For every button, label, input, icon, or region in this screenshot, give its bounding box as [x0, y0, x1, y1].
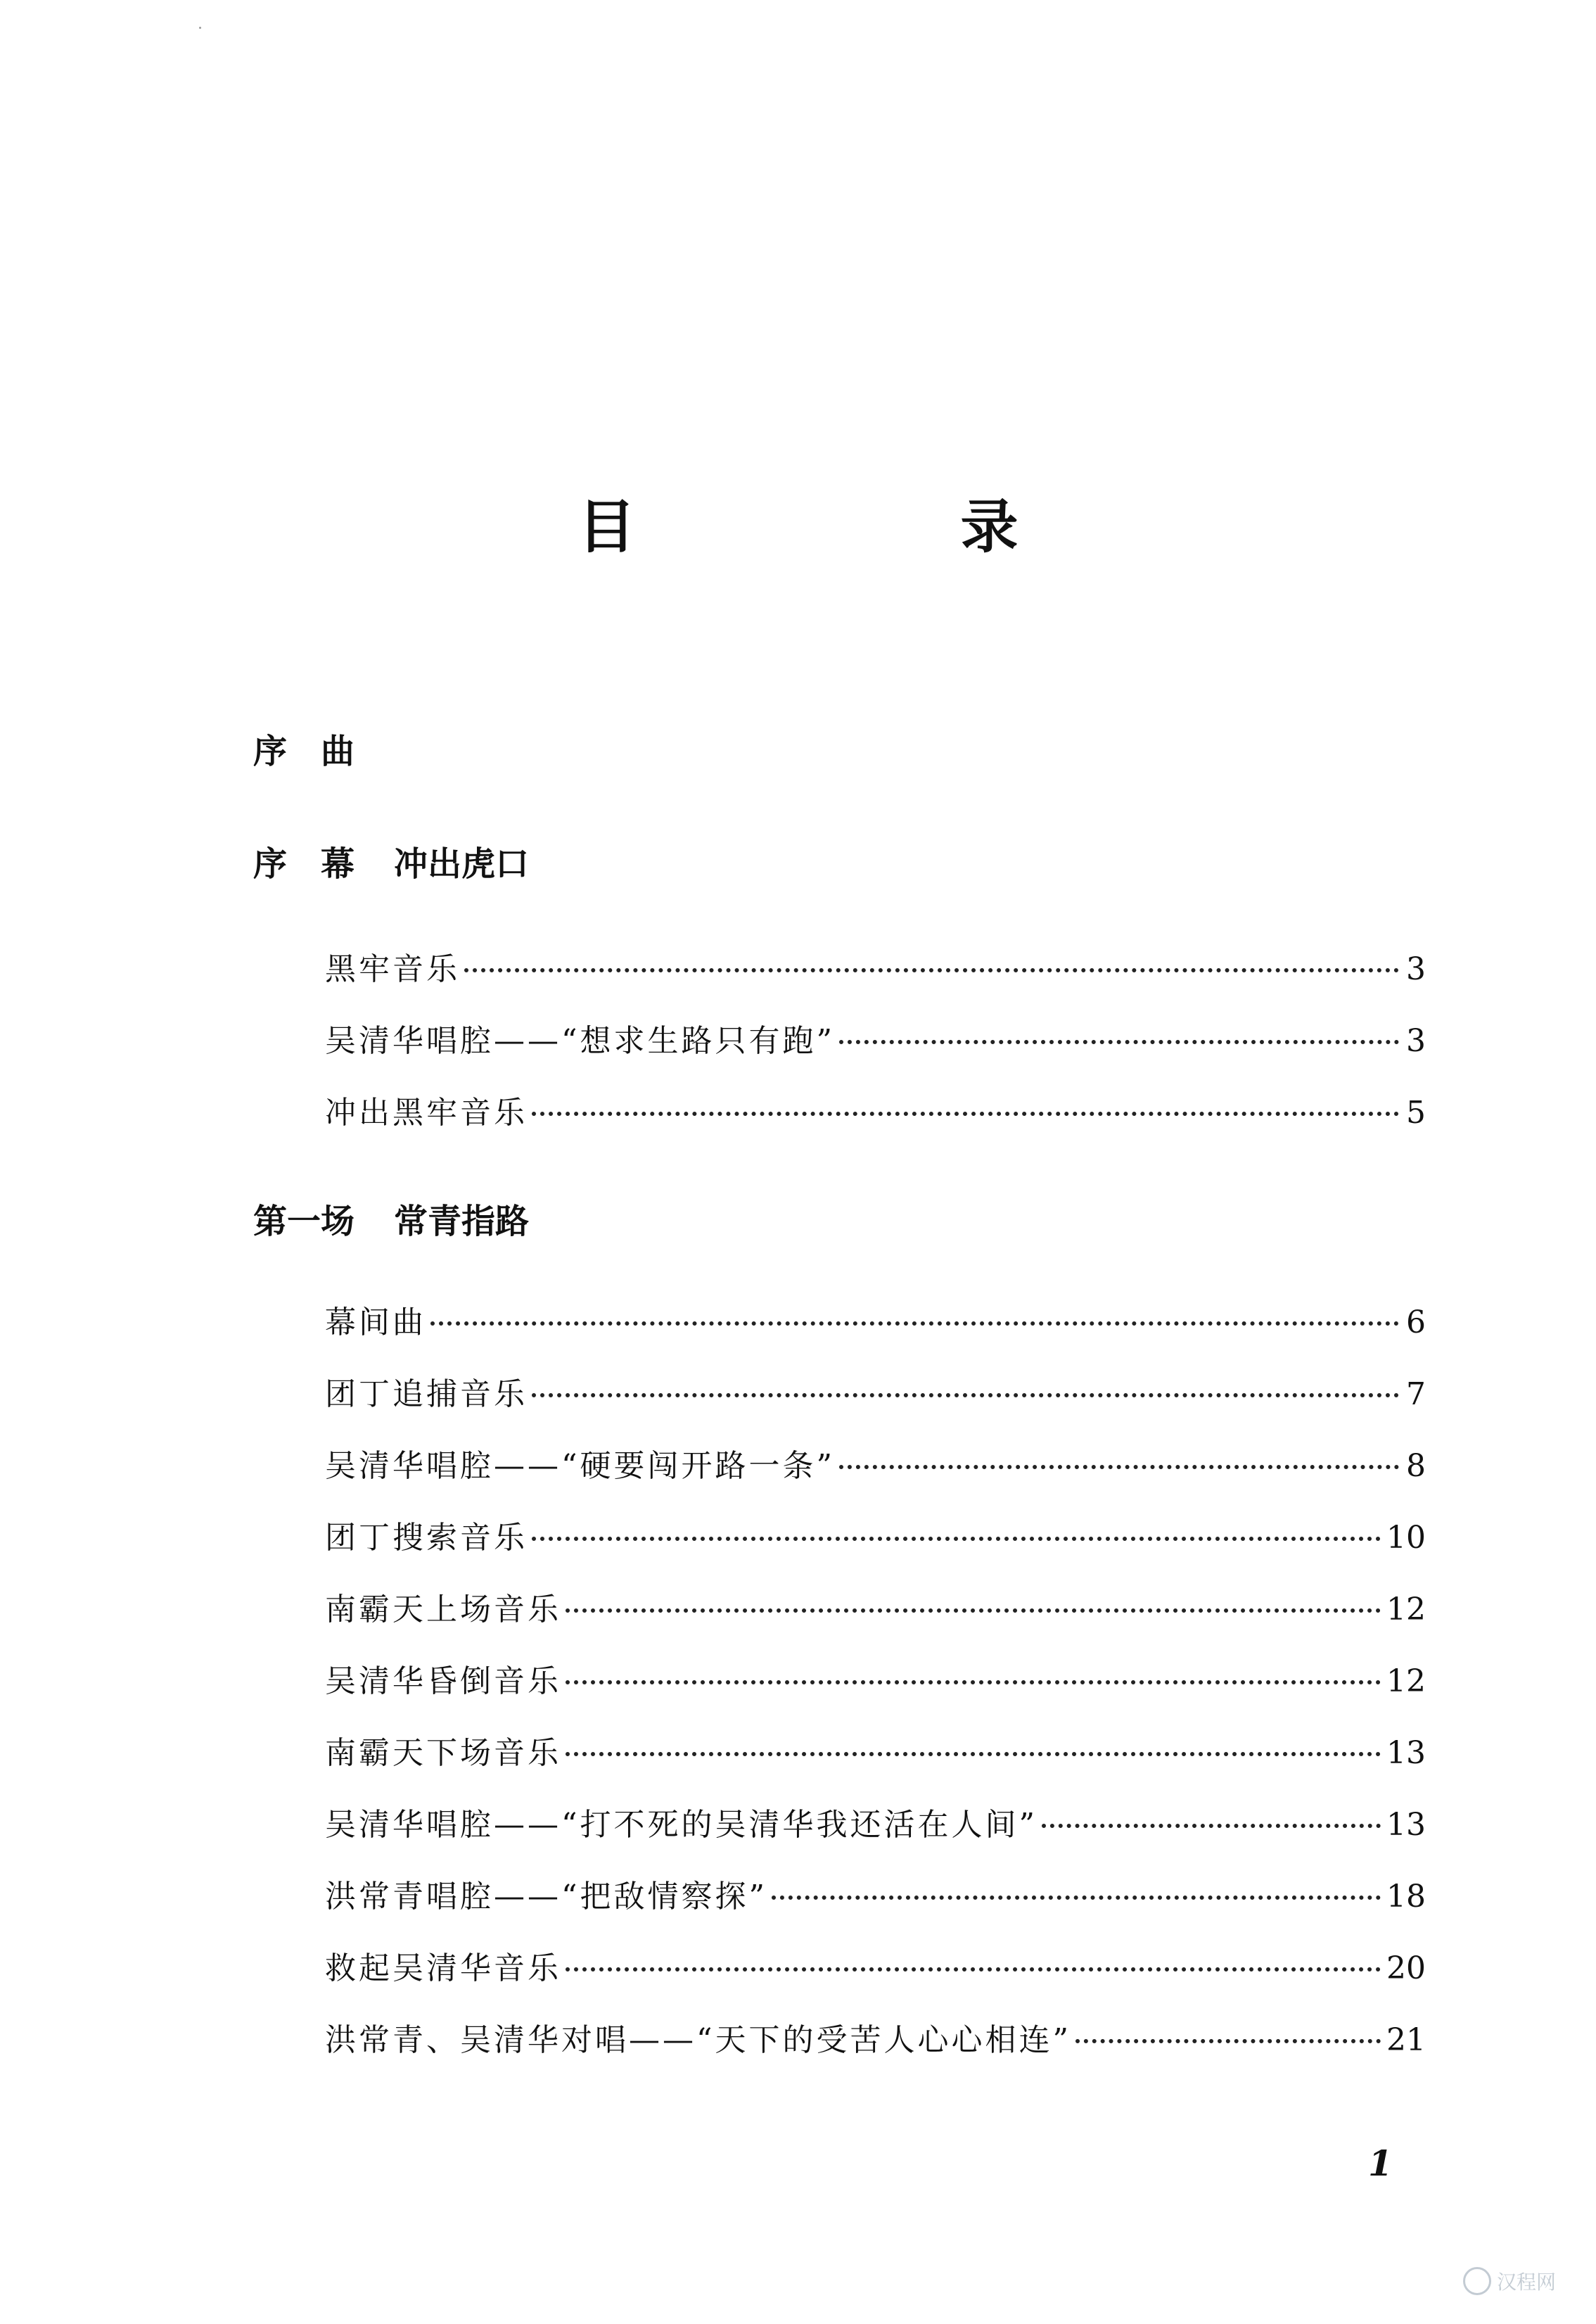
- toc-list-prologue: [325, 948, 1426, 1164]
- dot-leader: [839, 1040, 1399, 1044]
- section-heading-prelude[interactable]: [253, 730, 355, 773]
- dot-leader: [566, 1752, 1381, 1756]
- entry-page-number: 3: [1406, 951, 1426, 987]
- section-subtitle: 常青指路: [394, 1202, 530, 1241]
- toc-entry[interactable]: [325, 1589, 1426, 1661]
- entry-title: 吴清华昏倒音乐: [325, 1663, 561, 1699]
- entry-page-number: 12: [1386, 1592, 1426, 1627]
- dot-leader: [839, 1465, 1399, 1469]
- entry-page-number: 20: [1386, 1950, 1426, 1986]
- dot-leader: [1075, 2039, 1381, 2043]
- toc-entry[interactable]: [325, 1517, 1426, 1589]
- entry-page-number: 21: [1386, 2022, 1426, 2058]
- entry-title: 南霸天上场音乐: [325, 1592, 561, 1627]
- dot-leader: [532, 1112, 1399, 1116]
- entry-title: 南霸天下场音乐: [325, 1735, 561, 1771]
- toc-entry[interactable]: [325, 1373, 1426, 1445]
- entry-page-number: 13: [1386, 1735, 1426, 1771]
- toc-entry[interactable]: [325, 1948, 1426, 2019]
- dot-leader: [532, 1537, 1381, 1541]
- watermark-logo-icon: [1463, 2267, 1491, 2295]
- dot-leader: [566, 1680, 1381, 1684]
- entry-title: 洪常青唱腔——“把敌情察探”: [325, 1879, 767, 1915]
- toc-entry[interactable]: [325, 1302, 1426, 1373]
- entry-page-number: 5: [1406, 1095, 1426, 1131]
- section-heading-scene-one[interactable]: [253, 1200, 529, 1243]
- entry-title: 吴清华唱腔——“打不死的吴清华我还活在人间”: [325, 1807, 1038, 1843]
- scan-speck: [199, 27, 201, 29]
- toc-entry[interactable]: [325, 2019, 1426, 2091]
- entry-page-number: 7: [1406, 1376, 1426, 1412]
- toc-entry[interactable]: [325, 1804, 1426, 1876]
- toc-entry[interactable]: [325, 948, 1426, 1020]
- watermark-text: 汉程网: [1497, 2271, 1557, 2294]
- toc-entry[interactable]: [325, 1092, 1426, 1164]
- toc-entry[interactable]: [325, 1732, 1426, 1804]
- entry-title: 吴清华唱腔——“硬要闯开路一条”: [325, 1448, 835, 1484]
- dot-leader: [772, 1896, 1381, 1900]
- entry-page-number: 13: [1386, 1807, 1426, 1843]
- entry-title: 救起吴清华音乐: [325, 1950, 561, 1986]
- dot-leader: [1042, 1824, 1381, 1828]
- entry-title: 黑牢音乐: [325, 951, 460, 987]
- site-watermark: [1463, 2267, 1556, 2295]
- entry-title: 冲出黑牢音乐: [325, 1095, 528, 1131]
- section-label: 序 幕: [253, 844, 355, 884]
- entry-page-number: 12: [1386, 1663, 1426, 1699]
- toc-entry[interactable]: [325, 1445, 1426, 1517]
- entry-title: 幕间曲: [325, 1304, 426, 1340]
- section-heading-prologue[interactable]: [253, 843, 529, 885]
- section-subtitle: 冲出虎口: [394, 844, 530, 884]
- entry-title: 团丁追捕音乐: [325, 1376, 528, 1412]
- entry-page-number: 3: [1406, 1023, 1426, 1059]
- entry-title: 吴清华唱腔——“想求生路只有跑”: [325, 1023, 835, 1059]
- toc-entry[interactable]: [325, 1661, 1426, 1732]
- section-label: 序 曲: [253, 732, 355, 771]
- toc-list-scene-one: [325, 1302, 1426, 2091]
- dot-leader: [532, 1393, 1399, 1397]
- entry-page-number: 8: [1406, 1448, 1426, 1484]
- toc-entry[interactable]: [325, 1876, 1426, 1948]
- dot-leader: [464, 968, 1399, 972]
- dot-leader: [566, 1967, 1381, 1971]
- entry-page-number: 18: [1386, 1879, 1426, 1915]
- entry-title: 团丁搜索音乐: [325, 1520, 528, 1556]
- section-label: 第一场: [253, 1202, 355, 1241]
- page-title: 目 录: [577, 494, 1152, 561]
- page-folio-number: 1: [1368, 2142, 1393, 2184]
- entry-page-number: 10: [1386, 1520, 1426, 1556]
- entry-page-number: 6: [1406, 1304, 1426, 1340]
- dot-leader: [566, 1608, 1381, 1613]
- dot-leader: [430, 1321, 1399, 1326]
- toc-entry[interactable]: [325, 1020, 1426, 1092]
- entry-title: 洪常青、吴清华对唱——“天下的受苦人心心相连”: [325, 2022, 1071, 2058]
